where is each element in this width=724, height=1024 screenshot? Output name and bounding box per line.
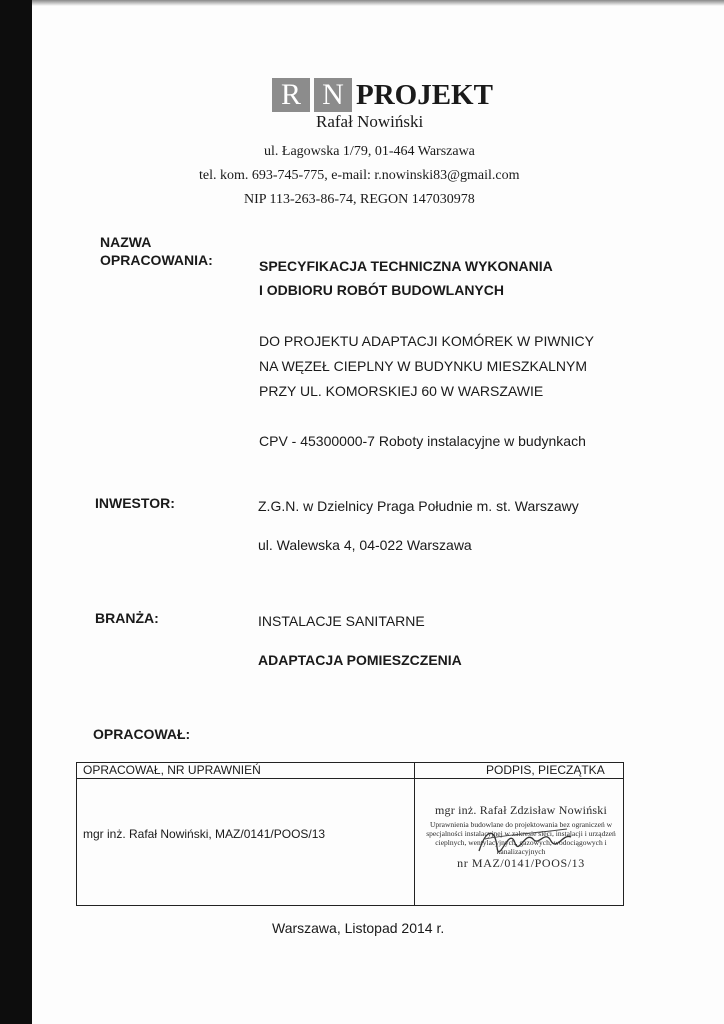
nazwa-label-line1: NAZWA [100,234,152,250]
inwestor-label: INWESTOR: [95,495,175,511]
desc-line2: NA WĘZEŁ CIEPLNY W BUDYNKU MIESZKALNYM [259,358,588,374]
place-and-date: Warszawa, Listopad 2014 r. [272,920,445,936]
desc-line3: PRZY UL. KOMORSKIEJ 60 W WARSZAWIE [259,383,544,399]
title-line2: I ODBIORU ROBÓT BUDOWLANYCH [259,282,504,298]
branza-line1: INSTALACJE SANITARNE [258,613,425,629]
nazwa-label-line2: OPRACOWANIA: [100,252,213,268]
logo-word: PROJEKT [356,79,493,111]
cpv-code: CPV - 45300000-7 Roboty instalacyjne w budynkach [259,433,586,449]
table-header-signature: PODPIS, PIECZĄTKA [486,763,605,777]
table-header-author: OPRACOWAŁ, NR UPRAWNIEŃ [83,763,261,777]
branza-label: BRANŻA: [95,610,159,626]
table-header-divider [77,778,623,779]
signature-table [76,762,624,906]
author-credentials: mgr inż. Rafał Nowiński, MAZ/0141/POOS/13 [83,827,326,841]
logo-letter-n: N [314,78,352,112]
inwestor-line1: Z.G.N. w Dzielnicy Praga Południe m. st. Warszawy [258,498,579,514]
company-address: ul. Łagowska 1/79, 01-464 Warszawa [264,144,475,159]
owner-name: Rafał Nowiński [316,112,424,131]
scan-top-edge [32,0,724,6]
opracowal-label: OPRACOWAŁ: [93,726,191,742]
table-column-divider [414,763,415,905]
desc-line1: DO PROJEKTU ADAPTACJI KOMÓREK W PIWNICY [259,333,594,349]
stamp-license-number: nr MAZ/0141/POOS/13 [457,856,585,870]
logo-letter-r: R [272,78,310,112]
stamp-name: mgr inż. Rafał Zdzisław Nowiński [434,803,608,817]
scan-left-edge [0,0,32,1024]
company-nip: NIP 113-263-86-74, REGON 147030978 [244,192,475,207]
inwestor-line2: ul. Walewska 4, 04-022 Warszawa [258,537,472,553]
title-line1: SPECYFIKACJA TECHNICZNA WYKONANIA [259,258,553,274]
company-contact: tel. kom. 693-745-775, e-mail: r.nowinski83@gmail.com [199,168,520,183]
stamp-license-text: Uprawnienia budowlane do projektowania bez ograniczeń w specjalności instalacyjnej w zakresie sieci, instalacji i urządzeń cieplnych, wentylacyjnych, gazowych, wodociągowych i kanalizacyjnych [426,820,616,856]
handwritten-signature [475,821,575,861]
branza-line2: ADAPTACJA POMIESZCZENIA [258,652,462,668]
